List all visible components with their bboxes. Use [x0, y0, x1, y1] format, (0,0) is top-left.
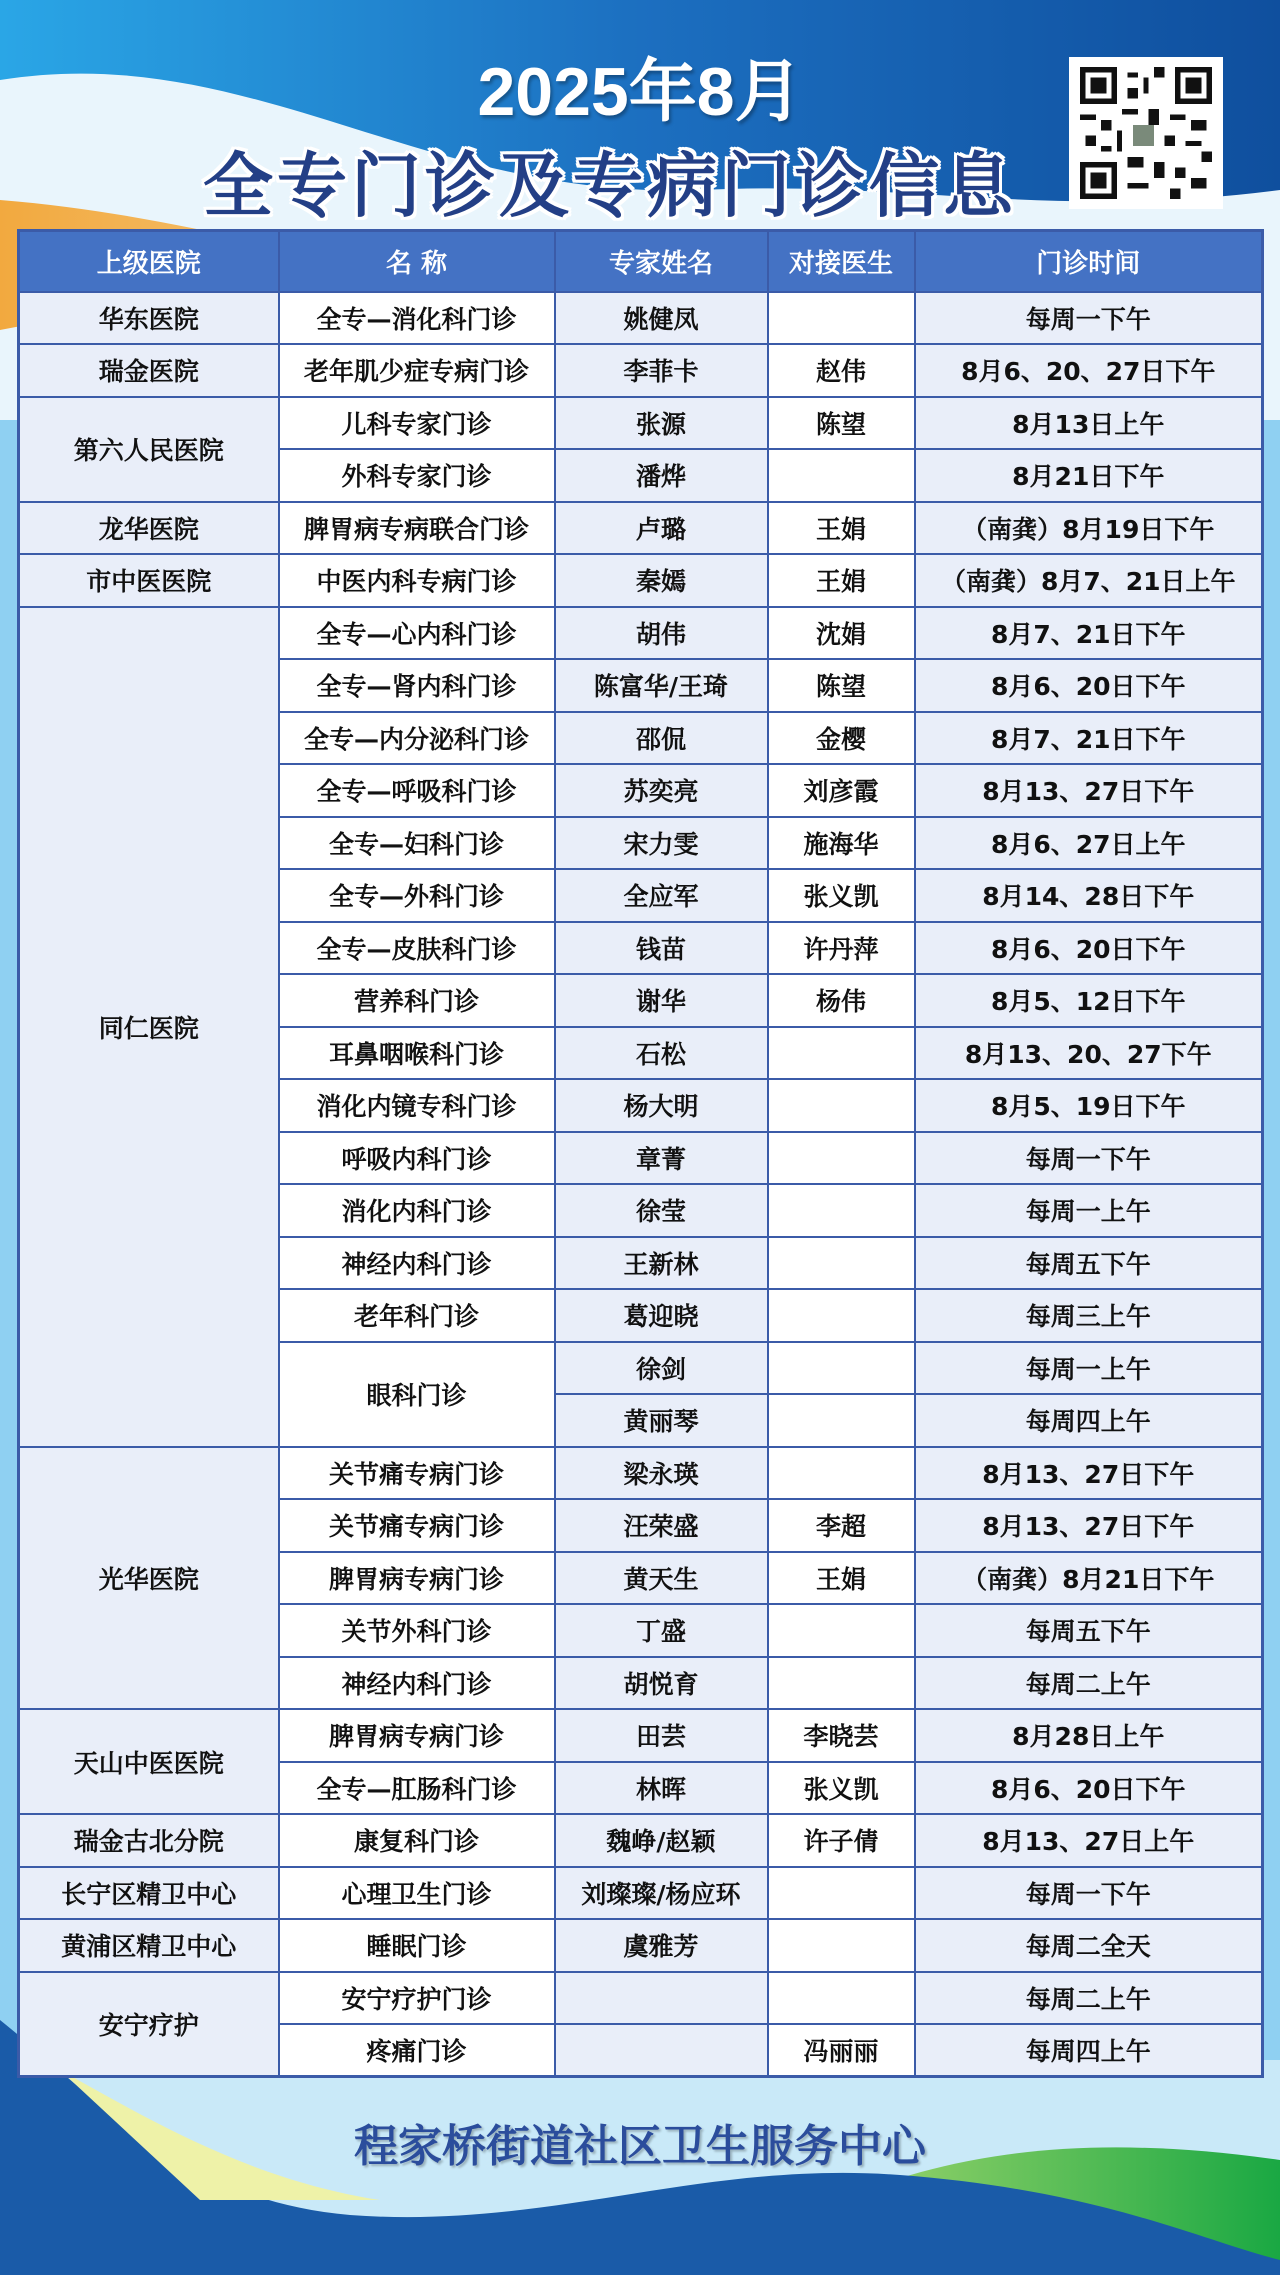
clinic-time: 8月13、20、27下午	[915, 1027, 1263, 1080]
clinic-time: 8月5、19日下午	[915, 1079, 1263, 1132]
clinic-name: 外科专家门诊	[279, 449, 555, 502]
liaison-doctor: 王娟	[768, 502, 915, 555]
liaison-doctor	[768, 1342, 915, 1395]
clinic-name: 心理卫生门诊	[279, 1867, 555, 1920]
expert-name: 胡伟	[555, 607, 768, 660]
liaison-doctor: 王娟	[768, 554, 915, 607]
column-header-time: 门诊时间	[915, 231, 1263, 292]
expert-name: 黄丽琴	[555, 1394, 768, 1447]
expert-name: 李菲卡	[555, 344, 768, 397]
clinic-name: 关节痛专病门诊	[279, 1499, 555, 1552]
clinic-time: 每周四上午	[915, 1394, 1263, 1447]
expert-name: 刘璨璨/杨应环	[555, 1867, 768, 1920]
clinic-name: 眼科门诊	[279, 1342, 555, 1447]
table-header-row	[19, 231, 1263, 292]
clinic-name: 脾胃病专病门诊	[279, 1552, 555, 1605]
clinic-time: 8月21日下午	[915, 449, 1263, 502]
hospital-name: 黄浦区精卫中心	[19, 1919, 279, 1972]
hospital-name: 长宁区精卫中心	[19, 1867, 279, 1920]
expert-name: 姚健凤	[555, 292, 768, 345]
clinic-name: 安宁疗护门诊	[279, 1972, 555, 2025]
expert-name: 张源	[555, 397, 768, 450]
clinic-time: 8月6、20日下午	[915, 922, 1263, 975]
expert-name: 苏奕亮	[555, 764, 768, 817]
clinic-name: 关节痛专病门诊	[279, 1447, 555, 1500]
hospital-name: 同仁医院	[19, 607, 279, 1447]
column-header-clinic: 名 称	[279, 231, 555, 292]
clinic-time: 8月7、21日下午	[915, 712, 1263, 765]
liaison-doctor	[768, 1184, 915, 1237]
table-row	[19, 1972, 1263, 2025]
liaison-doctor	[768, 1919, 915, 1972]
expert-name: 林晖	[555, 1762, 768, 1815]
liaison-doctor: 张义凯	[768, 869, 915, 922]
clinic-name: 耳鼻咽喉科门诊	[279, 1027, 555, 1080]
clinic-time: 每周二上午	[915, 1972, 1263, 2025]
table-row	[19, 344, 1263, 397]
table-row	[19, 607, 1263, 660]
hospital-name: 龙华医院	[19, 502, 279, 555]
clinic-name: 全专—妇科门诊	[279, 817, 555, 870]
clinic-name: 康复科门诊	[279, 1814, 555, 1867]
clinic-time: 8月28日上午	[915, 1709, 1263, 1762]
table-row	[19, 554, 1263, 607]
clinic-name: 关节外科门诊	[279, 1604, 555, 1657]
clinic-time: 8月13、27日下午	[915, 764, 1263, 817]
hospital-name: 市中医医院	[19, 554, 279, 607]
clinic-time: 8月7、21日下午	[915, 607, 1263, 660]
clinic-time: 8月6、27日上午	[915, 817, 1263, 870]
liaison-doctor: 刘彦霞	[768, 764, 915, 817]
expert-name: 谢华	[555, 974, 768, 1027]
clinic-time: 每周一下午	[915, 292, 1263, 345]
clinic-name: 中医内科专病门诊	[279, 554, 555, 607]
clinic-name: 全专—肛肠科门诊	[279, 1762, 555, 1815]
column-header-hospital: 上级医院	[19, 231, 279, 292]
liaison-doctor: 沈娟	[768, 607, 915, 660]
liaison-doctor	[768, 1027, 915, 1080]
liaison-doctor	[768, 1394, 915, 1447]
expert-name: 胡悦育	[555, 1657, 768, 1710]
clinic-name: 脾胃病专病联合门诊	[279, 502, 555, 555]
organization-name: 程家桥街道社区卫生服务中心	[354, 2121, 926, 2172]
table-row	[19, 502, 1263, 555]
expert-name: 黄天生	[555, 1552, 768, 1605]
table-row	[19, 1709, 1263, 1762]
clinic-name: 全专—心内科门诊	[279, 607, 555, 660]
expert-name: 秦嫣	[555, 554, 768, 607]
clinic-time: 8月6、20日下午	[915, 1762, 1263, 1815]
expert-name: 潘烨	[555, 449, 768, 502]
clinic-time: 8月13、27日下午	[915, 1499, 1263, 1552]
clinic-time: 每周一下午	[915, 1867, 1263, 1920]
clinic-name: 呼吸内科门诊	[279, 1132, 555, 1185]
page-title: 全专门诊及专病门诊信息	[203, 145, 1017, 227]
liaison-doctor: 冯丽丽	[768, 2024, 915, 2077]
qr-code	[1069, 57, 1223, 209]
clinic-time: 8月6、20、27日下午	[915, 344, 1263, 397]
expert-name: 梁永瑛	[555, 1447, 768, 1500]
expert-name: 石松	[555, 1027, 768, 1080]
expert-name: 徐莹	[555, 1184, 768, 1237]
clinic-name: 脾胃病专病门诊	[279, 1709, 555, 1762]
liaison-doctor: 王娟	[768, 1552, 915, 1605]
expert-name: 徐剑	[555, 1342, 768, 1395]
expert-name: 章菁	[555, 1132, 768, 1185]
table-row	[19, 1447, 1263, 1500]
clinic-schedule-table	[17, 229, 1264, 2078]
expert-name: 钱苗	[555, 922, 768, 975]
liaison-doctor: 李晓芸	[768, 1709, 915, 1762]
liaison-doctor	[768, 1867, 915, 1920]
clinic-time: 8月13、27日下午	[915, 1447, 1263, 1500]
table-row	[19, 1814, 1263, 1867]
expert-name: 杨大明	[555, 1079, 768, 1132]
clinic-name: 神经内科门诊	[279, 1237, 555, 1290]
hospital-name: 光华医院	[19, 1447, 279, 1710]
clinic-time: （南龚）8月7、21日上午	[915, 554, 1263, 607]
expert-name: 葛迎晓	[555, 1289, 768, 1342]
liaison-doctor	[768, 1132, 915, 1185]
clinic-time: 每周一上午	[915, 1342, 1263, 1395]
expert-name: 邵侃	[555, 712, 768, 765]
column-header-expert: 专家姓名	[555, 231, 768, 292]
clinic-name: 儿科专家门诊	[279, 397, 555, 450]
clinic-time: 每周四上午	[915, 2024, 1263, 2077]
clinic-time: 每周二上午	[915, 1657, 1263, 1710]
hospital-name: 瑞金医院	[19, 344, 279, 397]
hospital-name: 安宁疗护	[19, 1972, 279, 2077]
expert-name: 陈富华/王琦	[555, 659, 768, 712]
clinic-time: （南龚）8月21日下午	[915, 1552, 1263, 1605]
clinic-time: 8月6、20日下午	[915, 659, 1263, 712]
clinic-time: 每周五下午	[915, 1237, 1263, 1290]
clinic-time: 8月14、28日下午	[915, 869, 1263, 922]
table-row	[19, 397, 1263, 450]
liaison-doctor: 陈望	[768, 397, 915, 450]
clinic-time: 8月13日上午	[915, 397, 1263, 450]
clinic-time: 每周三上午	[915, 1289, 1263, 1342]
liaison-doctor: 许丹萍	[768, 922, 915, 975]
liaison-doctor: 赵伟	[768, 344, 915, 397]
liaison-doctor	[768, 292, 915, 345]
liaison-doctor	[768, 1447, 915, 1500]
expert-name: 虞雅芳	[555, 1919, 768, 1972]
table-row	[19, 292, 1263, 345]
clinic-name: 神经内科门诊	[279, 1657, 555, 1710]
liaison-doctor: 李超	[768, 1499, 915, 1552]
clinic-name: 睡眠门诊	[279, 1919, 555, 1972]
expert-name: 丁盛	[555, 1604, 768, 1657]
table-row	[19, 1867, 1263, 1920]
expert-name	[555, 2024, 768, 2077]
hospital-name: 华东医院	[19, 292, 279, 345]
expert-name: 汪荣盛	[555, 1499, 768, 1552]
liaison-doctor: 金樱	[768, 712, 915, 765]
clinic-time: （南龚）8月19日下午	[915, 502, 1263, 555]
table-row	[19, 1919, 1263, 1972]
clinic-time: 每周一上午	[915, 1184, 1263, 1237]
liaison-doctor: 杨伟	[768, 974, 915, 1027]
clinic-name: 老年科门诊	[279, 1289, 555, 1342]
clinic-name: 全专—外科门诊	[279, 869, 555, 922]
hospital-name: 瑞金古北分院	[19, 1814, 279, 1867]
liaison-doctor: 陈望	[768, 659, 915, 712]
clinic-name: 消化内镜专科门诊	[279, 1079, 555, 1132]
liaison-doctor: 施海华	[768, 817, 915, 870]
expert-name: 田芸	[555, 1709, 768, 1762]
liaison-doctor	[768, 1657, 915, 1710]
liaison-doctor: 许子倩	[768, 1814, 915, 1867]
clinic-time: 8月5、12日下午	[915, 974, 1263, 1027]
clinic-time: 8月13、27日上午	[915, 1814, 1263, 1867]
clinic-name: 全专—消化科门诊	[279, 292, 555, 345]
page-title-date: 2025年8月	[477, 54, 803, 130]
hospital-name: 第六人民医院	[19, 397, 279, 502]
clinic-name: 全专—皮肤科门诊	[279, 922, 555, 975]
expert-name: 卢璐	[555, 502, 768, 555]
clinic-time: 每周二全天	[915, 1919, 1263, 1972]
clinic-name: 消化内科门诊	[279, 1184, 555, 1237]
liaison-doctor	[768, 449, 915, 502]
liaison-doctor	[768, 1604, 915, 1657]
clinic-name: 营养科门诊	[279, 974, 555, 1027]
expert-name	[555, 1972, 768, 2025]
clinic-name: 全专—肾内科门诊	[279, 659, 555, 712]
expert-name: 宋力雯	[555, 817, 768, 870]
expert-name: 王新林	[555, 1237, 768, 1290]
liaison-doctor	[768, 1079, 915, 1132]
clinic-time: 每周一下午	[915, 1132, 1263, 1185]
expert-name: 魏峥/赵颖	[555, 1814, 768, 1867]
liaison-doctor	[768, 1237, 915, 1290]
clinic-time: 每周五下午	[915, 1604, 1263, 1657]
liaison-doctor	[768, 1289, 915, 1342]
liaison-doctor: 张义凯	[768, 1762, 915, 1815]
clinic-name: 疼痛门诊	[279, 2024, 555, 2077]
expert-name: 全应军	[555, 869, 768, 922]
clinic-name: 全专—内分泌科门诊	[279, 712, 555, 765]
qr-code-icon	[1079, 67, 1213, 199]
clinic-name: 全专—呼吸科门诊	[279, 764, 555, 817]
liaison-doctor	[768, 1972, 915, 2025]
column-header-doctor: 对接医生	[768, 231, 915, 292]
hospital-name: 天山中医医院	[19, 1709, 279, 1814]
clinic-name: 老年肌少症专病门诊	[279, 344, 555, 397]
